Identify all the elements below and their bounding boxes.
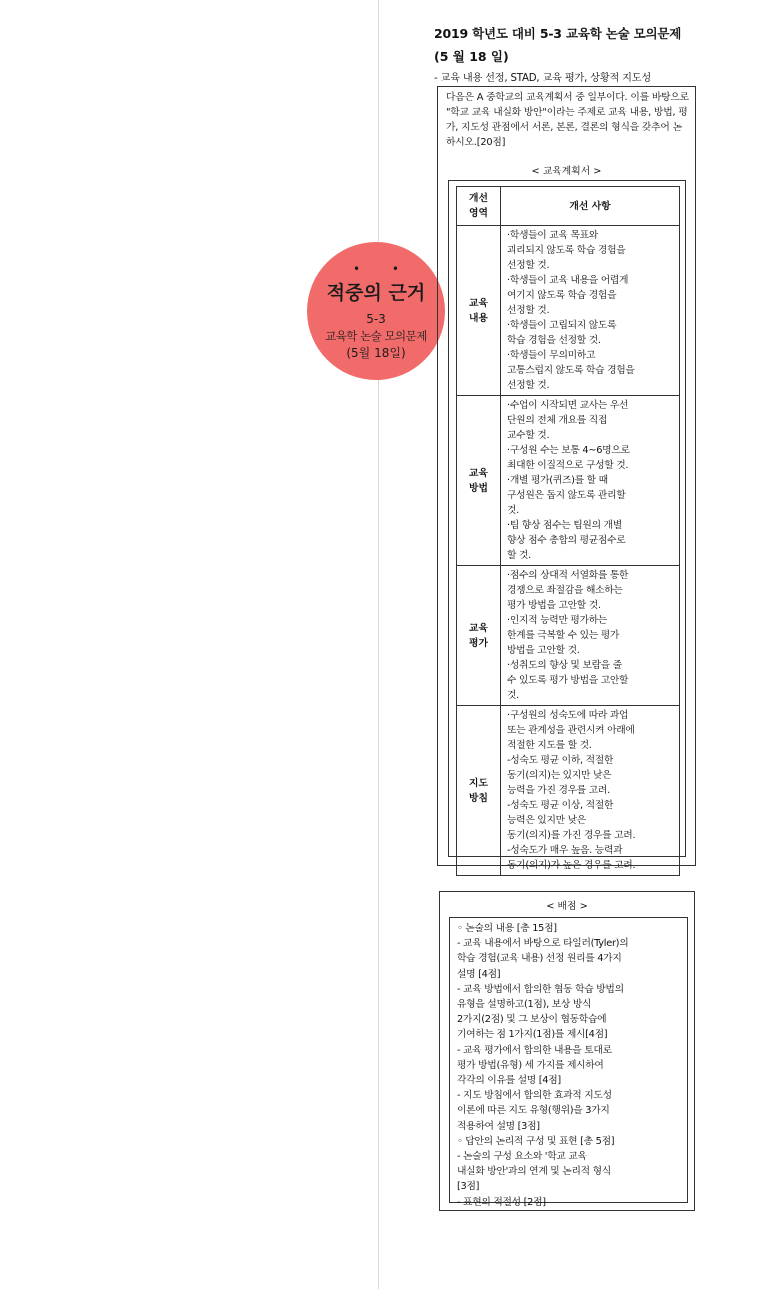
plan-item-line: 학습 경험을 선정할 것. [507,335,601,346]
scoring-line: 유형을 설명하고(1점), 보상 방식 [457,999,592,1011]
scoring-line: - 지도 방침에서 합의한 효과적 지도성 [457,1090,612,1102]
scoring-line: 적용하여 설명 [3점] [457,1120,540,1132]
plan-item-line: 적절한 지도를 할 것. [507,740,592,751]
plan-item-line: ·학생들이 무의미하고 [507,350,596,361]
plan-item-line: -성숙도 평균 이상, 적절한 [507,800,614,811]
badge-exam-number: 5-3 [366,312,386,326]
plan-item-line: 평가 방법을 고안할 것. [507,600,601,611]
plan-item-line: 선정할 것. [507,305,550,316]
plan-item-line: 경쟁으로 좌절감을 해소하는 [507,585,623,596]
plan-item-line: 향상 점수 총합의 평균점수로 [507,535,626,546]
scoring-line: - 논술의 구성 요소와 '학교 교육 [457,1151,587,1163]
header-area: 개선 영역 [457,187,501,226]
scoring-line: [3점] [457,1181,480,1193]
plan-item-line: 선정할 것. [507,380,550,391]
area-items [501,706,680,876]
scoring-line: 설명 [4점] [457,968,501,980]
plan-item-line: 방법을 고안할 것. [507,645,580,656]
scoring-caption: < 배점 > [546,901,588,912]
plan-item-line: 여기지 않도록 학습 경험을 [507,290,617,301]
badge-exam-name: 교육학 논술 모의문제 [325,329,427,343]
scoring-line: - 교육 내용에서 바탕으로 타일러(Tyler)의 [457,938,629,950]
scoring-line: 이론에 따른 지도 유형(행위)을 3가지 [457,1105,610,1117]
area-label: 교육 내용 [457,226,501,396]
table-row [457,396,680,566]
scoring-line: 2가지(2점) 및 그 보상이 협동학습에 [457,1014,607,1026]
plan-caption: < 교육계획서 > [531,166,602,177]
plan-item-line: ·학생들이 교육 목표와 [507,230,598,241]
plan-item-line: 것. [507,690,519,701]
plan-item-line: 구성원은 돕지 않도록 관리할 [507,490,626,501]
plan-item-line: ·구성원 수는 보통 4~6명으로 [507,445,630,456]
plan-item-line: ·개별 평가(퀴즈)를 할 때 [507,475,608,486]
scoring-line: - 교육 평가에서 합의한 내용을 토대로 [457,1044,612,1056]
scoring-line: 내실화 방안'과의 연계 및 논리적 형식 [457,1166,611,1178]
area-items [501,566,680,706]
scoring-line: - 표현의 적절성 [2점] [457,1196,546,1208]
badge-exam-date: (5월 18일) [346,346,406,360]
scoring-line: ◦ 답안의 논리적 구성 및 표현 [총 5점] [457,1135,615,1147]
scoring-line: 각각의 이유를 설명 [4점] [457,1075,561,1087]
plan-item-line: 동기(의지)를 가진 경우를 고려. [507,830,636,841]
scoring-line: ◦ 논술의 내용 [총 15점] [457,923,557,934]
area-label: 지도 방침 [457,706,501,876]
plan-item-line: 능력을 가진 경우를 고려. [507,785,610,796]
plan-item-line: ·학생들이 고립되지 않도록 [507,320,617,331]
plan-item-line: 한계를 극복할 수 있는 평가 [507,630,620,641]
area-items [501,226,680,396]
plan-item-line: 고통스럽지 않도록 학습 경험을 [507,365,635,376]
area-label: 교육 방법 [457,396,501,566]
plan-item-line: 선정할 것. [507,260,550,271]
evidence-badge [307,242,445,380]
plan-item-line: ·학생들이 교육 내용을 어렵게 [507,275,629,286]
area-items [501,396,680,566]
plan-item-line: 최대한 이질적으로 구성할 것. [507,460,629,471]
table-row [457,566,680,706]
plan-item-line: 할 것. [507,550,531,561]
table-header-row [457,187,680,226]
table-row [457,706,680,876]
page-divider [378,0,379,1289]
scoring-list [457,921,685,1210]
plan-item-line: 수 있도록 평가 방법을 고안할 [507,675,629,686]
plan-item-line: 교수할 것. [507,430,550,441]
document-date: (5 월 18 일) [434,49,509,64]
plan-item-line: 동기(의지)는 있지만 낮은 [507,770,612,781]
plan-item-line: ·팀 향상 점수는 팀원의 개별 [507,520,622,531]
left-blank-page [0,0,378,1289]
plan-item-line: ·수업이 시작되면 교사는 우선 [507,400,629,411]
scoring-line: 학습 경험(교육 내용) 선정 원리를 4가지 [457,953,622,965]
plan-item-line: ·인지적 능력만 평가하는 [507,615,608,626]
area-label: 교육 평가 [457,566,501,706]
scoring-line: 평가 방법(유형) 세 가지를 제시하여 [457,1059,604,1071]
plan-item-line: 괴리되지 않도록 학습 경험을 [507,245,626,256]
table-row [457,226,680,396]
document-title: 2019 학년도 대비 5-3 교육학 논술 모의문제 [434,26,682,41]
plan-item-line: ·성취도의 향상 및 보람을 줄 [507,660,622,671]
badge-title: 적중의 근거 [326,282,426,304]
scoring-line: - 교육 방법에서 합의한 협동 학습 방법의 [457,983,624,995]
plan-item-line: 능력은 있지만 낮은 [507,815,586,826]
badge-emphasis-dots: • • [353,262,413,276]
plan-item-line: -성숙도가 매우 높음. 능력과 [507,845,623,856]
plan-item-line: ·점수의 상대적 서열화를 통한 [507,570,629,581]
education-plan-table [456,186,680,876]
document-subtitle: - 교육 내용 선정, STAD, 교육 평가, 상황적 지도성 [434,73,652,84]
plan-item-line: ·구성원의 성숙도에 따라 과업 [507,710,629,721]
plan-item-line: -성숙도 평균 이하, 적절한 [507,755,614,766]
plan-item-line: 단원의 전체 개요를 직접 [507,415,608,426]
plan-item-line: 것. [507,505,519,516]
scoring-line: 기여하는 점 1가지(1점)를 제시[4점] [457,1029,608,1041]
plan-item-line: 또는 관계성을 관련시켜 아래에 [507,725,635,736]
plan-item-line: 동기(의지)가 높은 경우를 고려. [507,860,636,871]
question-prompt: 다음은 A 중학교의 교육계획서 중 일부이다. 이를 바탕으로 "학교 교육 내실화 방안"이라는 주제로 교육 내용, 방법, 평가, 지도성 관점에서 서론, 본론, 결론의 형식을 갖추어 논하시오.[20점] [446,92,689,148]
header-items: 개선 사항 [501,187,680,226]
